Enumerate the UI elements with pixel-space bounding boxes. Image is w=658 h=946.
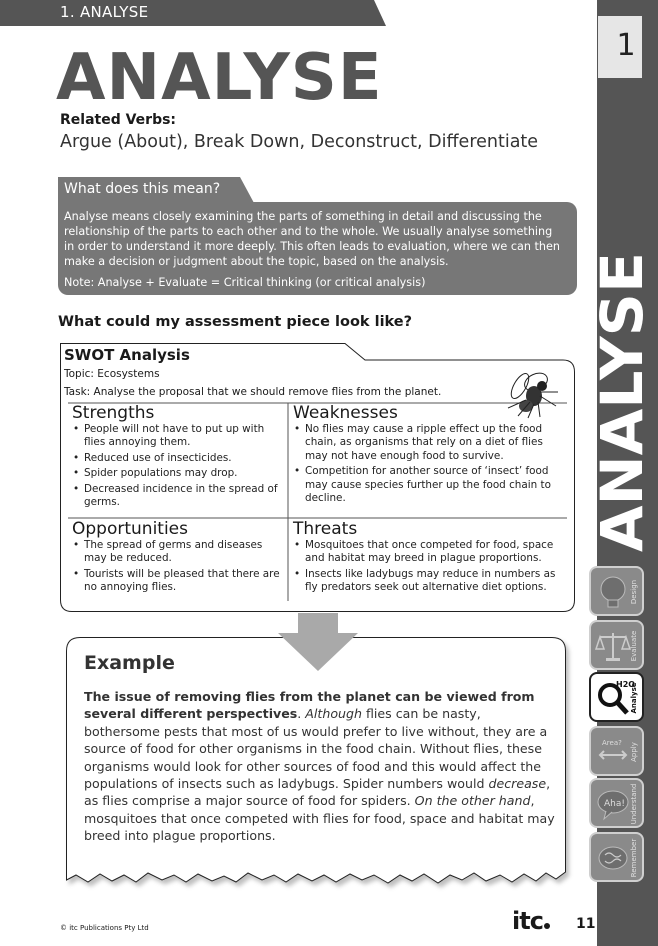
h2o-label: H2O — [616, 680, 636, 689]
opportunities-list — [72, 539, 282, 595]
weaknesses-quadrant — [293, 403, 563, 507]
example-text: , mosquitoes that once competed with flies for food, space and habitat may breed into plague proportions. — [84, 793, 555, 844]
section-banner-label: 1. ANALYSE — [60, 3, 149, 21]
area-label: Area? — [602, 739, 622, 747]
meaning-heading: What does this mean? — [64, 181, 221, 197]
tab-evaluate[interactable] — [589, 620, 644, 670]
list-item: • Decreased incidence in the spread of germs. — [72, 483, 282, 510]
list-item: • Tourists will be pleased that there are no annoying flies. — [72, 568, 282, 595]
brain-icon — [596, 839, 630, 877]
aha-label: Aha! — [604, 799, 625, 809]
list-item: • Reduced use of insecticides. — [72, 452, 282, 465]
strengths-list — [72, 423, 282, 509]
tab-analyse-label: Analyse — [630, 682, 638, 714]
down-arrow-icon — [278, 613, 358, 673]
tab-understand-label: Understand — [630, 783, 638, 825]
copyright: © itc Publications Pty Ltd — [60, 924, 149, 932]
tab-remember[interactable] — [589, 832, 644, 882]
list-item: • Insects like ladybugs may reduce in numbers as fly predators seek out alternative diet options. — [293, 568, 563, 595]
opportunities-heading: Opportunities — [72, 519, 188, 539]
meaning-note: Note: Analyse + Evaluate = Critical thinking (or critical analysis) — [64, 276, 426, 289]
list-item: • People will not have to put up with flies annoying them. — [72, 423, 282, 450]
threats-list — [293, 539, 563, 595]
list-item: • No flies may cause a ripple effect up the food chain, as organisms that rely on a diet of flies may not have enough food to survive. — [293, 423, 563, 463]
opportunities-quadrant — [72, 519, 282, 597]
related-verbs-list: Argue (About), Break Down, Deconstruct, Differentiate — [60, 132, 539, 152]
example-body — [84, 688, 556, 845]
strengths-heading: Strengths — [72, 403, 155, 423]
strengths-quadrant — [72, 403, 282, 511]
side-title-text: ANALYSE — [588, 262, 656, 552]
logo-text: itc — [512, 907, 543, 935]
list-item: • Competition for another source of ‘insect’ food may cause species further up the food chain to decline. — [293, 465, 563, 505]
arrows-icon — [596, 733, 630, 771]
tab-remember-label: Remember — [630, 838, 638, 878]
swot-task: Task: Analyse the proposal that we should remove flies from the planet. — [64, 386, 442, 398]
assessment-heading: What could my assessment piece look like? — [58, 314, 413, 330]
logo-dot-icon — [544, 923, 550, 929]
tab-evaluate-label: Evaluate — [630, 630, 638, 662]
example-text-bold: The issue of removing flies from the planet can be viewed from several different perspectives — [84, 689, 535, 722]
tab-design-label: Design — [630, 579, 638, 605]
weaknesses-list — [293, 423, 563, 505]
list-item: • The spread of germs and diseases may be reduced. — [72, 539, 282, 566]
tab-understand[interactable] — [589, 778, 644, 828]
section-banner — [0, 0, 386, 26]
itc-logo — [512, 907, 550, 935]
meaning-body: Analyse means closely examining the parts of something in detail and discussing the relationship of the parts to each other and to the whole. We usually analyse something in order to understand it more deeply. This often leads to evaluation, where we can then make a decision or judgment about the topic, based on the analysis. — [64, 210, 560, 268]
swot-title: SWOT Analysis — [64, 346, 190, 364]
example-text-italic: decrease — [488, 776, 547, 792]
page-number: 11 — [576, 916, 596, 932]
example-heading: Example — [84, 652, 175, 674]
tab-apply-label: Apply — [630, 742, 638, 762]
example-text: flies can be nasty, bothersome pests that most of us would prefer to live without, they are a source of food for other organisms in the food chain. Without flies, these organisms would look for other sources of food and this would affect the populations of insects such as ladybugs. Spider numbers would — [84, 706, 548, 792]
tab-number: 1 — [616, 28, 636, 63]
scales-icon — [596, 627, 630, 665]
side-title — [588, 250, 656, 555]
lightbulb-icon — [596, 573, 630, 611]
tab-analyse[interactable] — [589, 672, 644, 722]
threats-quadrant — [293, 519, 563, 597]
list-item: • Mosquitoes that once competed for food, space and habitat may breed in plague proportions. — [293, 539, 563, 566]
speech-bubble-icon — [596, 785, 630, 823]
example-text-italic: Although — [305, 706, 362, 722]
example-text-italic: On the other hand — [414, 793, 531, 809]
list-item: • Spider populations may drop. — [72, 467, 282, 480]
related-verbs-label: Related Verbs: — [60, 112, 177, 128]
swot-topic: Topic: Ecosystems — [64, 368, 160, 380]
example-text: . — [297, 706, 306, 722]
example-text: , as flies comprise a major source of food for spiders. — [84, 776, 551, 809]
tab-design[interactable] — [589, 566, 644, 616]
page-title: ANALYSE — [56, 41, 383, 115]
tab-apply[interactable] — [589, 726, 644, 776]
weaknesses-heading: Weaknesses — [293, 403, 398, 423]
threats-heading: Threats — [293, 519, 358, 539]
